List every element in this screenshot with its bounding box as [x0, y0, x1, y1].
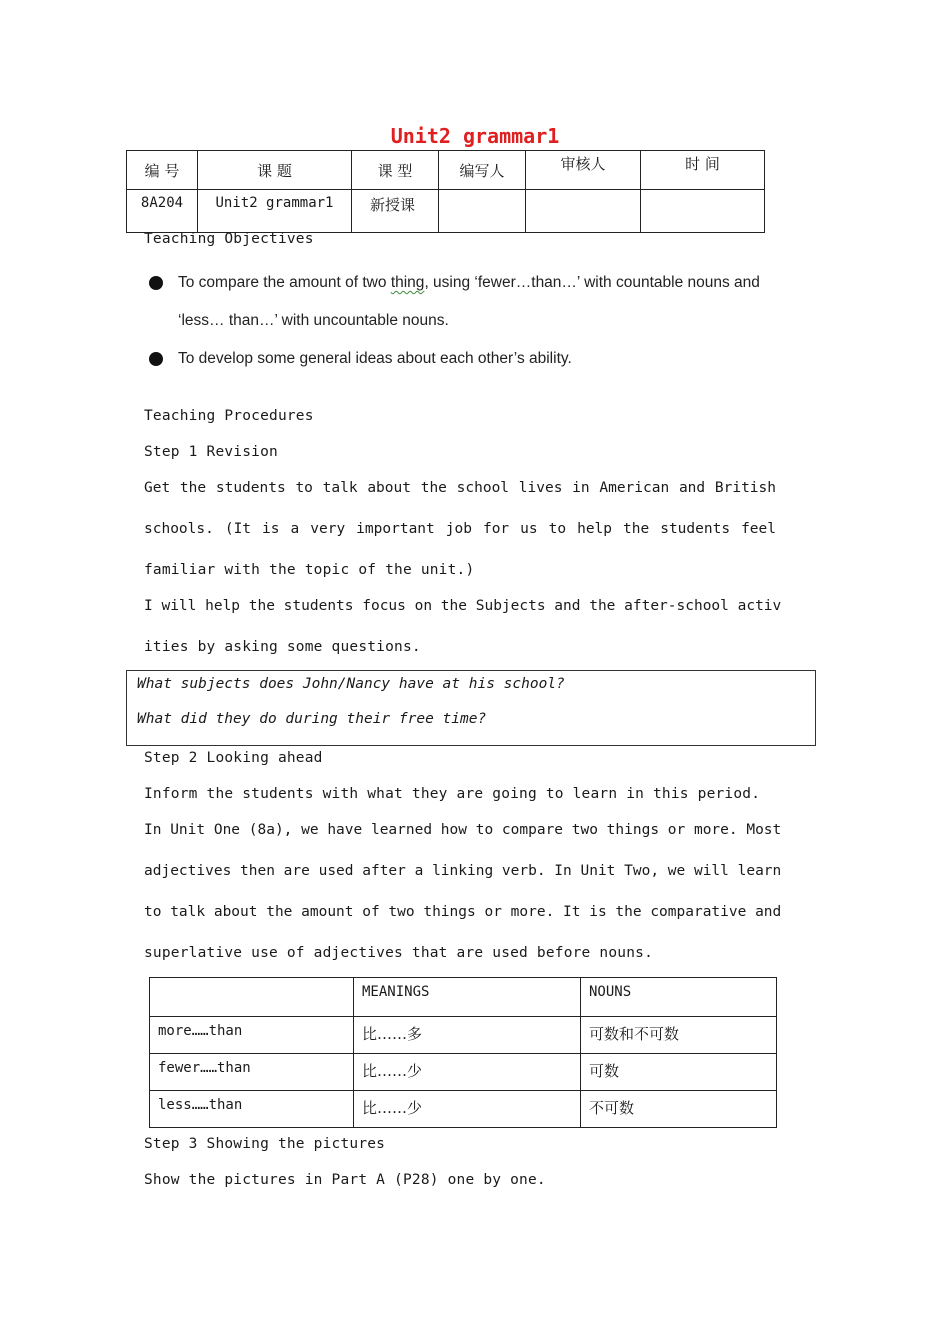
comparison-header-meanings: MEANINGS: [354, 978, 581, 1017]
info-cell-reviewer: [526, 190, 641, 233]
comparison-cell-phrase: more……than: [150, 1017, 354, 1054]
objective-2: To develop some general ideas about each other’s ability.: [178, 350, 572, 367]
info-header-author: 编写人: [439, 151, 526, 190]
step1-para2-line2: ities by asking some questions.: [144, 639, 421, 655]
info-cell-type: 新授课: [352, 190, 439, 233]
info-cell-author: [439, 190, 526, 233]
comparison-cell-phrase: less……than: [150, 1091, 354, 1128]
step1-para1-line3: familiar with the topic of the unit.): [144, 562, 475, 578]
info-header-time: 时 间: [641, 151, 765, 190]
step3-para1: Show the pictures in Part A (P28) one by one.: [144, 1172, 546, 1188]
comparison-cell-nouns: 不可数: [581, 1091, 777, 1128]
comparison-table: [149, 977, 777, 1128]
step2-title: Step 2 Looking ahead: [144, 750, 323, 766]
bullet-icon: [149, 352, 163, 366]
info-cell-topic: Unit2 grammar1: [198, 190, 352, 233]
info-cell-time: [641, 190, 765, 233]
objective-1-line-1: [178, 274, 760, 292]
step2-para1: Inform the students with what they are going to learn in this period.: [144, 786, 761, 802]
step2-para2-line1: In Unit One (8a), we have learned how to compare two things or more. Most: [144, 822, 782, 838]
info-cell-id: 8A204: [127, 190, 198, 233]
info-header-topic: 课 题: [198, 151, 352, 190]
objective-1-underlined-word: thing: [390, 274, 425, 291]
info-header-reviewer: 审核人: [526, 151, 641, 190]
question-1: What subjects does John/Nancy have at his school?: [137, 676, 565, 692]
info-header-type: 课 型: [352, 151, 439, 190]
step1-para2-line1: I will help the students focus on the Subjects and the after-school activ: [144, 598, 782, 614]
comparison-cell-phrase: fewer……than: [150, 1054, 354, 1091]
step2-para2-line4: superlative use of adjectives that are used before nouns.: [144, 945, 653, 961]
step3-title: Step 3 Showing the pictures: [144, 1136, 386, 1152]
bullet-icon: [149, 276, 163, 290]
objective-1-text-b: , using ‘fewer…than…’ with countable nouns and: [424, 274, 760, 291]
info-header-id: 编 号: [127, 151, 198, 190]
comparison-header-nouns: NOUNS: [581, 978, 777, 1017]
comparison-cell-meaning: 比……少: [354, 1054, 581, 1091]
step1-para1-line2: schools. (It is a very important job for us to help the students feel: [144, 521, 776, 537]
comparison-cell-meaning: 比……少: [354, 1091, 581, 1128]
info-table: [126, 150, 765, 233]
objective-1-line-2: ‘less… than…’ with uncountable nouns.: [178, 312, 449, 329]
comparison-header-blank: [150, 978, 354, 1017]
procedures-heading: Teaching Procedures: [144, 408, 314, 424]
step1-title: Step 1 Revision: [144, 444, 278, 460]
question-2: What did they do during their free time?: [137, 711, 487, 727]
step2-para2-line3: to talk about the amount of two things or more. It is the comparative and: [144, 904, 782, 920]
page-title: Unit2 grammar1: [390, 124, 560, 148]
comparison-cell-meaning: 比……多: [354, 1017, 581, 1054]
objectives-heading: Teaching Objectives: [144, 231, 314, 247]
comparison-cell-nouns: 可数: [581, 1054, 777, 1091]
comparison-cell-nouns: 可数和不可数: [581, 1017, 777, 1054]
step2-para2-line2: adjectives then are used after a linking verb. In Unit Two, we will learn: [144, 863, 782, 879]
step1-para1-line1: Get the students to talk about the school lives in American and British: [144, 480, 776, 496]
objective-1-text-a: To compare the amount of two: [178, 274, 391, 291]
